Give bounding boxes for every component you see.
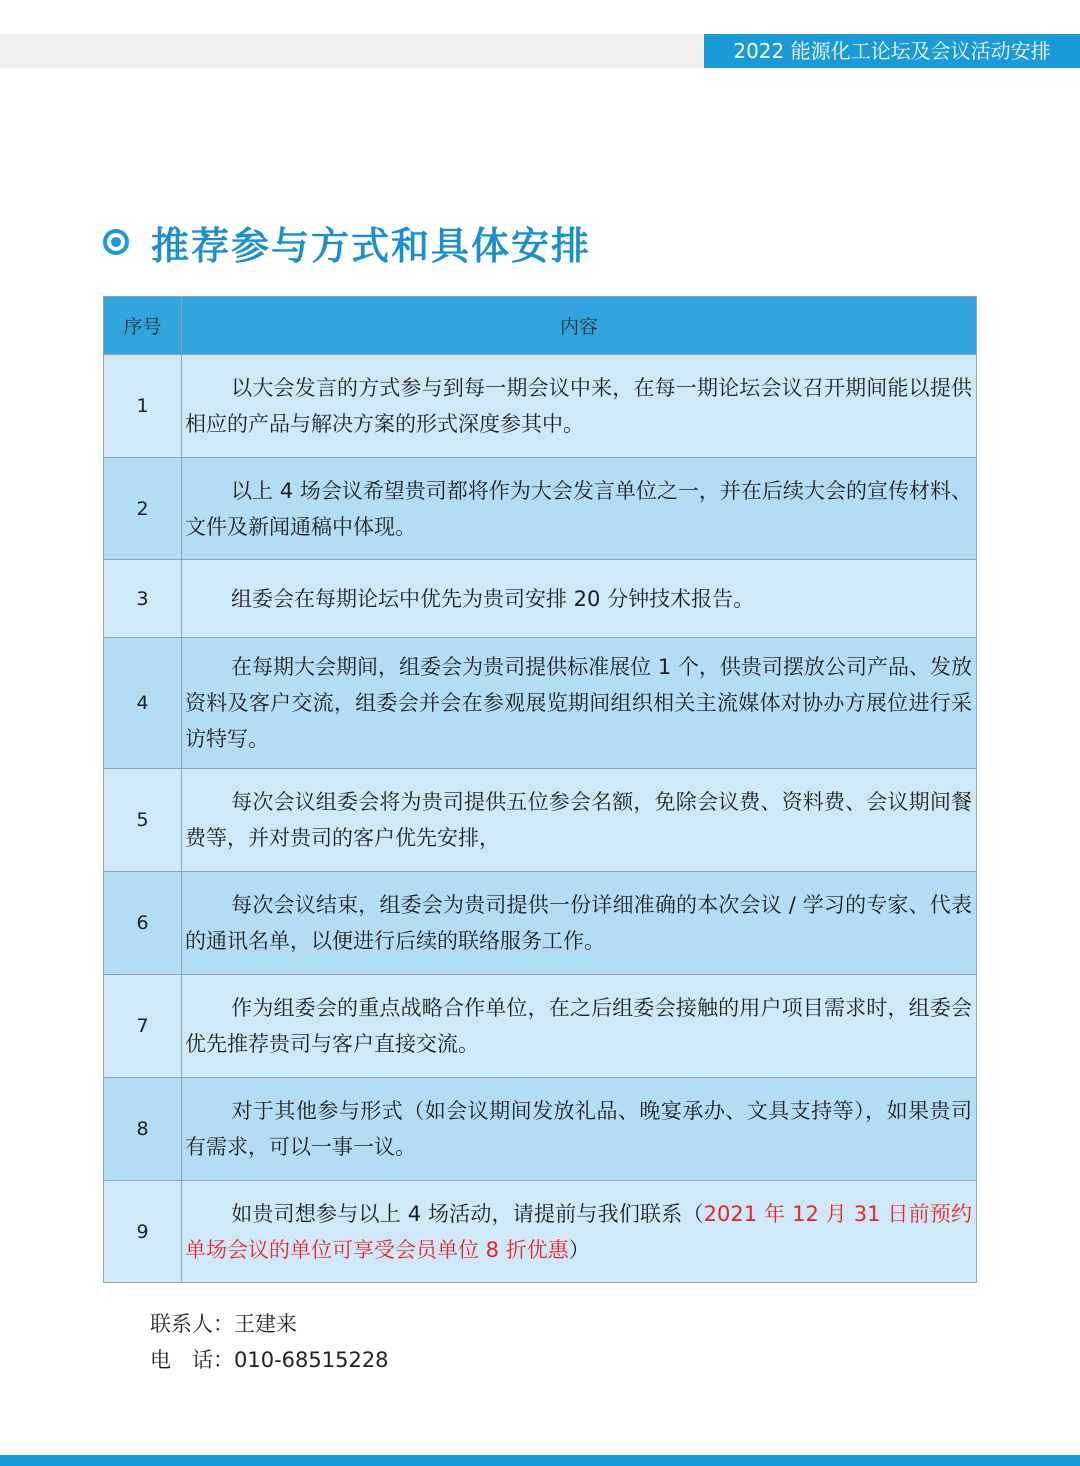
row-text: 组委会在每期论坛中优先为贵司安排 20 分钟技术报告。 [231, 586, 755, 611]
contact-info [150, 1306, 389, 1378]
row-text: 以大会发言的方式参与到每一期会议中来，在每一期论坛会议召开期间能以提供相应的产品与解决方案的形式深度参其中。 [185, 376, 972, 436]
row-content [182, 458, 977, 560]
table-row [104, 769, 977, 872]
row-text: 作为组委会的重点战略合作单位，在之后组委会接触的用户项目需求时，组委会优先推荐贵司与客户直接交流。 [185, 996, 972, 1056]
table-row [104, 638, 977, 769]
table-row [104, 560, 977, 638]
column-header-content: 内容 [182, 297, 977, 355]
row-content [182, 872, 977, 975]
section-heading [103, 210, 591, 274]
arrangement-table [103, 296, 977, 1283]
row-content [182, 769, 977, 872]
table-row [104, 1181, 977, 1283]
radio-bullet-icon [103, 229, 129, 255]
row-number: 6 [104, 872, 182, 975]
row-content [182, 638, 977, 769]
row-text: 每次会议组委会将为贵司提供五位参会名额，免除会议费、资料费、会议期间餐费等，并对贵司的客户优先安排， [185, 790, 972, 850]
row-content [182, 975, 977, 1078]
row-content [182, 560, 977, 638]
table-header-row [104, 297, 977, 355]
table-row [104, 975, 977, 1078]
table-row [104, 355, 977, 458]
row-number: 7 [104, 975, 182, 1078]
row-text: 在每期大会期间，组委会为贵司提供标准展位 1 个，供贵司摆放公司产品、发放资料及客户交流，组委会并会在参观展览期间组织相关主流媒体对协办方展位进行采访特写。 [185, 655, 972, 751]
row-content [182, 1181, 977, 1283]
contact-phone-row [150, 1342, 389, 1378]
row-text-before: 如贵司想参与以上 4 场活动，请提前与我们联系（ [231, 1201, 704, 1226]
row-content [182, 1078, 977, 1181]
contact-phone-label: 电 话： [150, 1348, 234, 1372]
row-text: 每次会议结束，组委会为贵司提供一份详细准确的本次会议 / 学习的专家、代表的通讯名单，以便进行后续的联络服务工作。 [185, 893, 972, 953]
footer-bar [0, 1455, 1080, 1466]
row-number: 3 [104, 560, 182, 638]
contact-phone-number: 010-68515228 [234, 1348, 389, 1372]
row-content [182, 355, 977, 458]
row-number: 2 [104, 458, 182, 560]
contact-person-name: 王建来 [234, 1312, 297, 1336]
row-text: 对于其他参与形式（如会议期间发放礼品、晚宴承办、文具支持等），如果贵司有需求，可以一事一议。 [185, 1099, 972, 1159]
row-number: 5 [104, 769, 182, 872]
row-number: 4 [104, 638, 182, 769]
contact-person-label: 联系人： [150, 1312, 234, 1336]
contact-person-row [150, 1306, 389, 1342]
row-number: 9 [104, 1181, 182, 1283]
table-row [104, 1078, 977, 1181]
row-number: 8 [104, 1078, 182, 1181]
row-number: 1 [104, 355, 182, 458]
discount-highlight-text: 2021 年 12 月 31 日前预约单场会议的单位可享受会员单位 8 折优惠 [185, 1201, 972, 1262]
header-tab: 2022 能源化工论坛及会议活动安排 [704, 34, 1080, 68]
table-row [104, 872, 977, 975]
row-text-after: ） [568, 1237, 590, 1262]
table-row [104, 458, 977, 560]
section-title: 推荐参与方式和具体安排 [151, 223, 592, 268]
column-header-number: 序号 [104, 297, 182, 355]
row-text: 以上 4 场会议希望贵司都将作为大会发言单位之一，并在后续大会的宣传材料、文件及新闻通稿中体现。 [185, 478, 972, 539]
